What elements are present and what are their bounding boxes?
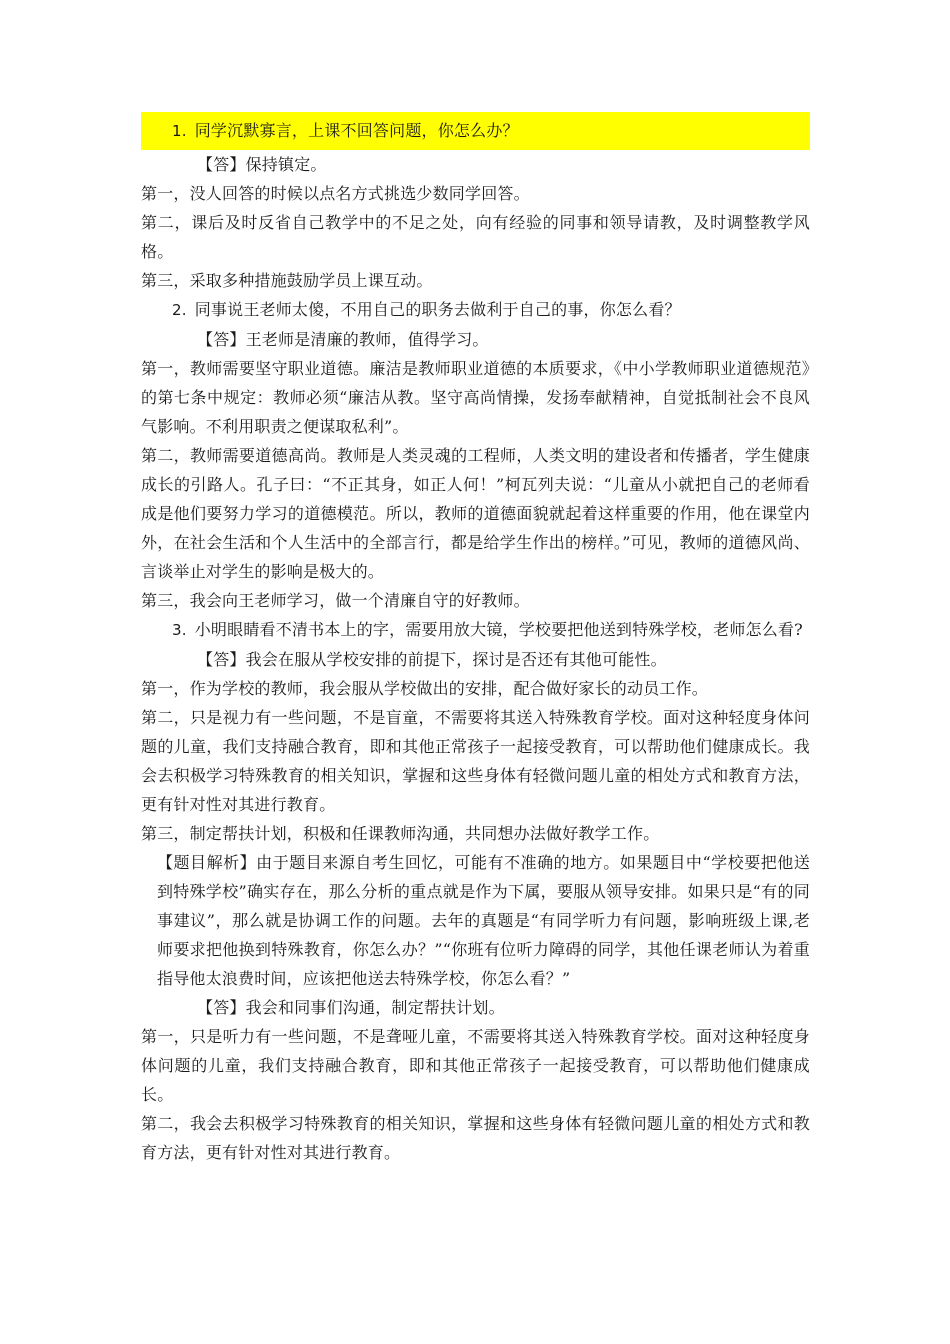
- question-number: 3.: [172, 621, 187, 639]
- answer-point: 第二，我会去积极学习特殊教育的相关知识，掌握和这些身体有轻微问题儿童的相处方式和教育方法，更有针对性对其进行教育。: [141, 1114, 810, 1162]
- question-2: [141, 295, 810, 325]
- question-number: 1.: [172, 122, 187, 140]
- question-title: 同事说王老师太傻，不用自己的职务去做利于自己的事，你怎么看？: [194, 300, 681, 319]
- answer-point: 第二，课后及时反省自己教学中的不足之处，向有经验的同事和领导请教，及时调整教学风格。: [141, 213, 810, 261]
- answer-point: 第二，教师需要道德高尚。教师是人类灵魂的工程师，人类文明的建设者和传播者，学生健康成长的引路人。孔子曰：“不正其身，如正人何！”柯瓦列夫说：“儿童从小就把自己的老师看成是他们要努力学习的道德模范。所以，教师的道德面貌就起着这样重要的作用，他在课堂内外，在社会生活和个人生活中的全部言行，都是给学生作出的榜样。”可见，教师的道德风尚、言谈举止对学生的影响是极大的。: [141, 446, 810, 581]
- answer-point: 第三，制定帮扶计划，积极和任课教师沟通，共同想办法做好教学工作。: [141, 824, 660, 843]
- answer-point: 第一，作为学校的教师，我会服从学校做出的安排，配合做好家长的动员工作。: [141, 679, 709, 698]
- answer-summary: 【答】我会和同事们沟通，制定帮扶计划。: [197, 998, 505, 1017]
- answer-point: 第一，只是听力有一些问题，不是聋哑儿童，不需要将其送入特殊教育学校。面对这种轻度身体问题的儿童，我们支持融合教育，即和其他正常孩子一起接受教育，可以帮助他们健康成长。: [141, 1027, 810, 1104]
- question-1: [141, 112, 810, 150]
- answer-summary: 【答】王老师是清廉的教师，值得学习。: [197, 330, 489, 349]
- question-number: 2.: [172, 301, 187, 319]
- answer-summary: 【答】保持镇定。: [197, 155, 327, 174]
- answer-point: 第三，我会向王老师学习，做一个清廉自守的好教师。: [141, 591, 530, 610]
- question-3: [141, 615, 810, 645]
- answer-point: 第一，没人回答的时候以点名方式挑选少数同学回答。: [141, 184, 530, 203]
- answer-point: 第一，教师需要坚守职业道德。廉洁是教师职业道德的本质要求，《中小学教师职业道德规范》的第七条中规定：教师必须“廉洁从教。坚守高尚情操，发扬奉献精神，自觉抵制社会不良风气影响。不利用职责之便谋取私利”。: [141, 359, 810, 436]
- answer-summary: 【答】我会在服从学校安排的前提下，探讨是否还有其他可能性。: [197, 650, 667, 669]
- question-title: 同学沉默寡言，上课不回答问题，你怎么办？: [194, 121, 519, 140]
- document-body: [141, 112, 810, 1167]
- question-analysis: 【题目解析】由于题目来源自考生回忆，可能有不准确的地方。如果题目中“学校要把他送到特殊学校”确实存在，那么分析的重点就是作为下属，要服从领导安排。如果只是“有的同事建议”，那么就是协调工作的问题。去年的真题是“有同学听力有问题，影响班级上课,老师要求把他换到特殊教育，你怎么办？”“你班有位听力障碍的同学，其他任课老师认为着重指导他太浪费时间，应该把他送去特殊学校，你怎么看？”: [157, 853, 810, 988]
- question-title: 小明眼睛看不清书本上的字，需要用放大镜，学校要把他送到特殊学校，老师怎么看?: [194, 620, 803, 639]
- answer-point: 第三，采取多种措施鼓励学员上课互动。: [141, 271, 433, 290]
- answer-point: 第二，只是视力有一些问题，不是盲童，不需要将其送入特殊教育学校。面对这种轻度身体问题的儿童，我们支持融合教育，即和其他正常孩子一起接受教育，可以帮助他们健康成长。我会去积极学习特殊教育的相关知识，掌握和这些身体有轻微问题儿童的相处方式和教育方法，更有针对性对其进行教育。: [141, 708, 810, 814]
